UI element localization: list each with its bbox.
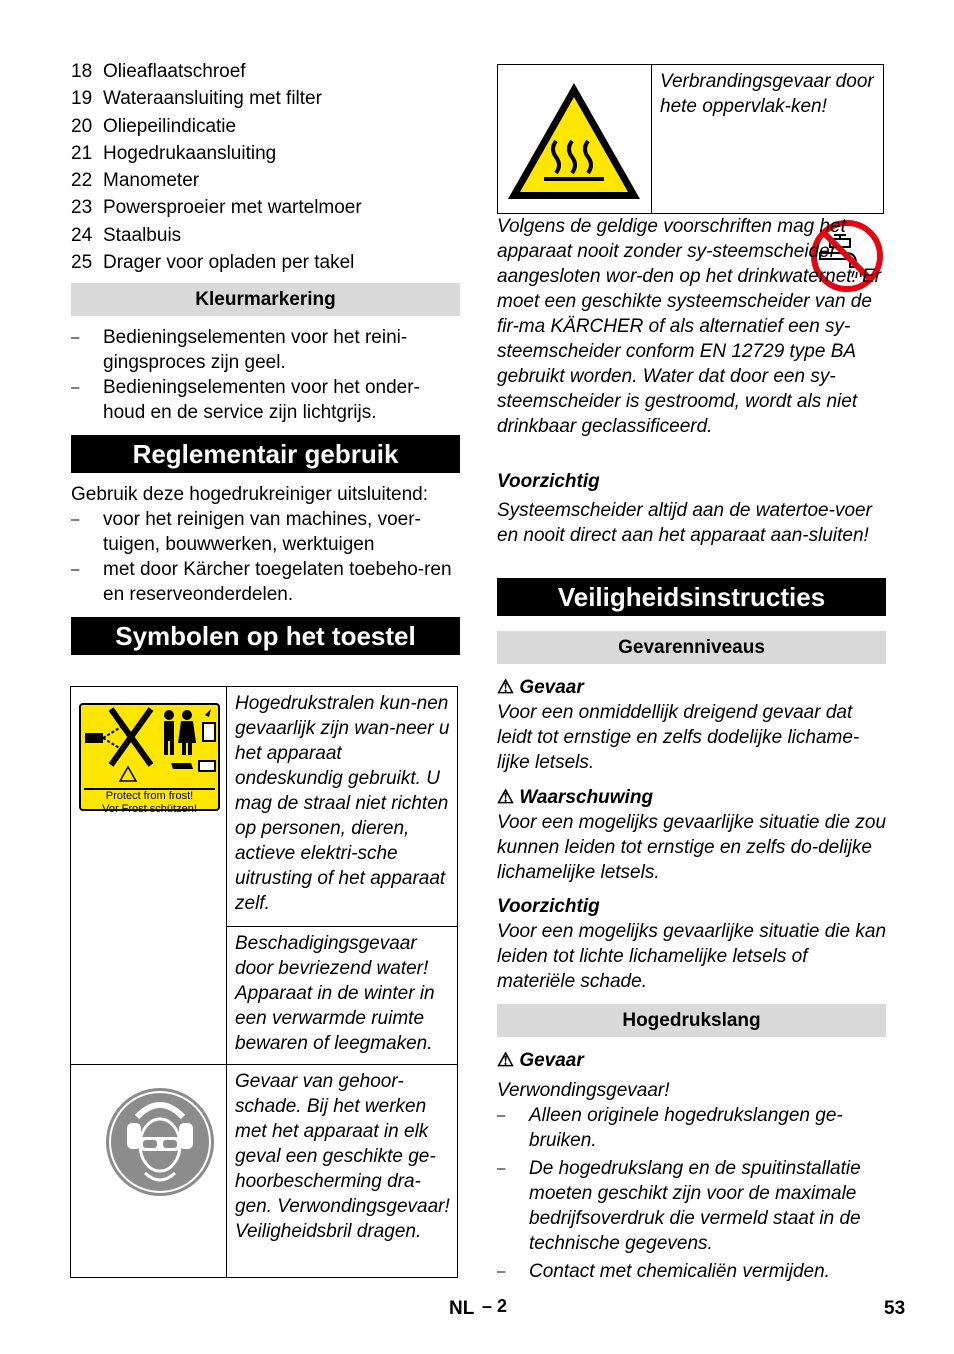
warning-triangle-icon: ⚠ <box>497 1050 515 1071</box>
warning-triangle-icon: ⚠ <box>497 787 515 808</box>
component-list <box>71 58 460 276</box>
list-item: 19 Wateraansluiting met filter <box>71 88 322 110</box>
gevaar-text: Voor een onmiddellijk dreigend gevaar dat leidt tot ernstige en zelfs dodelijke lichame-lijke letsels. <box>497 702 860 773</box>
list-item: 22 Manometer <box>71 170 200 192</box>
slang-intro: Verwondingsgevaar! <box>497 1080 670 1101</box>
waarschuwing-label: Waarschuwing <box>519 787 654 808</box>
veiligheid-heading: Veiligheidsinstructies <box>497 578 886 616</box>
jet-hazard-icon <box>81 705 218 783</box>
list-item: 24 Staalbuis <box>71 224 182 246</box>
gevarenniveaus-heading: Gevarenniveaus <box>497 631 886 664</box>
gevaar-block <box>497 675 886 775</box>
symbol-description-1: Hogedrukstralen kun-nen gevaarlijk zijn wan-neer u het apparaat ondeskundig gebruikt. U mag de straal niet richten op personen, dieren, actieve elektri-sche uitrusting of het apparaat zelf. <box>235 693 450 914</box>
hogedrukslang-heading: Hogedrukslang <box>497 1004 886 1037</box>
slang-gevaar-label: Gevaar <box>519 1050 584 1071</box>
list-item: 23 Powersproeier met wartelmoer <box>71 197 362 219</box>
list-item: – voor het reinigen van machines, voer-tuigen, bouwwerken, werktuigen <box>71 509 421 555</box>
page-number: 53 <box>884 1298 906 1319</box>
sticker-label-de: Vor Frost schützen! <box>102 803 197 815</box>
systeemscheider-text: Volgens de geldige voorschriften mag het apparaat nooit zonder sy-steemscheider aangesloten wor-den op het drinkwaternet. Er moet een geschikte systeemscheider van de fir-ma KÄRCHER of als alternatief een sy-steemscheider conform EN 12729 type BA gebruikt worden. Water dat door een sy-steemscheider is gestroomd, wordt als niet drinkbaar geclassificeerd. <box>497 216 882 437</box>
list-item: 21 Hogedrukaansluiting <box>71 142 277 164</box>
hogedrukslang-block <box>497 1048 886 1284</box>
gevaar-label: Gevaar <box>519 677 584 698</box>
warning-triangle-icon: ⚠ <box>497 677 515 698</box>
list-item: – Bedieningselementen voor het onder-houd en de service zijn lichtgrijs. <box>71 377 420 423</box>
sticker-label-en: Protect from frost! <box>105 790 194 802</box>
symbol-description-3: Gevaar van gehoor-schade. Bij het werken met het apparaat in elk geval een geschikte ge-hoorbescherming dra-gen. Verwondingsgevaar! Veiligheidsbril dragen. <box>235 1071 450 1242</box>
symbols-table <box>70 686 458 1278</box>
voorzichtig-label: Voorzichtig <box>497 471 600 492</box>
voorzichtig-block <box>497 894 886 994</box>
kleur-list <box>71 325 460 425</box>
reglement-intro: Gebruik deze hogedrukreiniger uitsluitend: <box>71 484 428 505</box>
list-item: 20 Oliepeilindicatie <box>71 115 237 137</box>
hot-surface-warning-icon <box>504 79 644 203</box>
hot-surface-table <box>497 64 884 214</box>
list-item: – Alleen originele hogedrukslangen ge-bruiken. <box>497 1105 843 1151</box>
list-item: – De hogedrukslang en de spuitinstallatie moeten geschikt zijn voor de maximale bedrijfsoverdruk die vermeld staat in de technische gegevens. <box>497 1158 861 1254</box>
high-pressure-warning-sticker <box>79 703 220 815</box>
reglement-section <box>71 482 460 607</box>
voorzichtig-text: Systeemscheider altijd aan de watertoe-voer en nooit direct aan het apparaat aan-sluiten! <box>497 500 872 546</box>
list-item: – met door Kärcher toegelaten toebeho-ren en reserveonderdelen. <box>71 559 452 605</box>
kleurmarkering-heading: Kleurmarkering <box>71 283 460 316</box>
ear-eye-protection-icon <box>105 1087 215 1197</box>
voorzichtig-level-text: Voor een mogelijks gevaarlijke situatie die kan leiden tot lichte lichamelijke letsels of materiële schade. <box>497 921 887 992</box>
symbol-description-2: Beschadigingsgevaar door bevriezend water! Apparaat in de winter in een verwarmde ruimte bewaren of leegmaken. <box>235 933 435 1054</box>
list-item: 25 Drager voor opladen per takel <box>71 252 355 274</box>
list-item: 18 Olieaflaatschroef <box>71 61 246 82</box>
hot-surface-description: Verbrandingsgevaar door hete oppervlak-ken! <box>660 71 874 117</box>
reglementair-heading: Reglementair gebruik <box>71 435 460 473</box>
symbolen-heading: Symbolen op het toestel <box>71 617 460 655</box>
waarschuwing-block <box>497 785 886 885</box>
list-item: – Contact met chemicaliën vermijden. <box>497 1261 830 1282</box>
footer-section: – 2 <box>482 1296 508 1316</box>
waarschuwing-text: Voor een mogelijks gevaarlijke situatie die zou kunnen leiden tot ernstige en zelfs do-delijke lichamelijke letsels. <box>497 812 887 883</box>
voorzichtig-level-label: Voorzichtig <box>497 896 600 917</box>
list-item: – Bedieningselementen voor het reini-gingsproces zijn geel. <box>71 327 408 373</box>
footer-language: NL <box>449 1298 475 1319</box>
